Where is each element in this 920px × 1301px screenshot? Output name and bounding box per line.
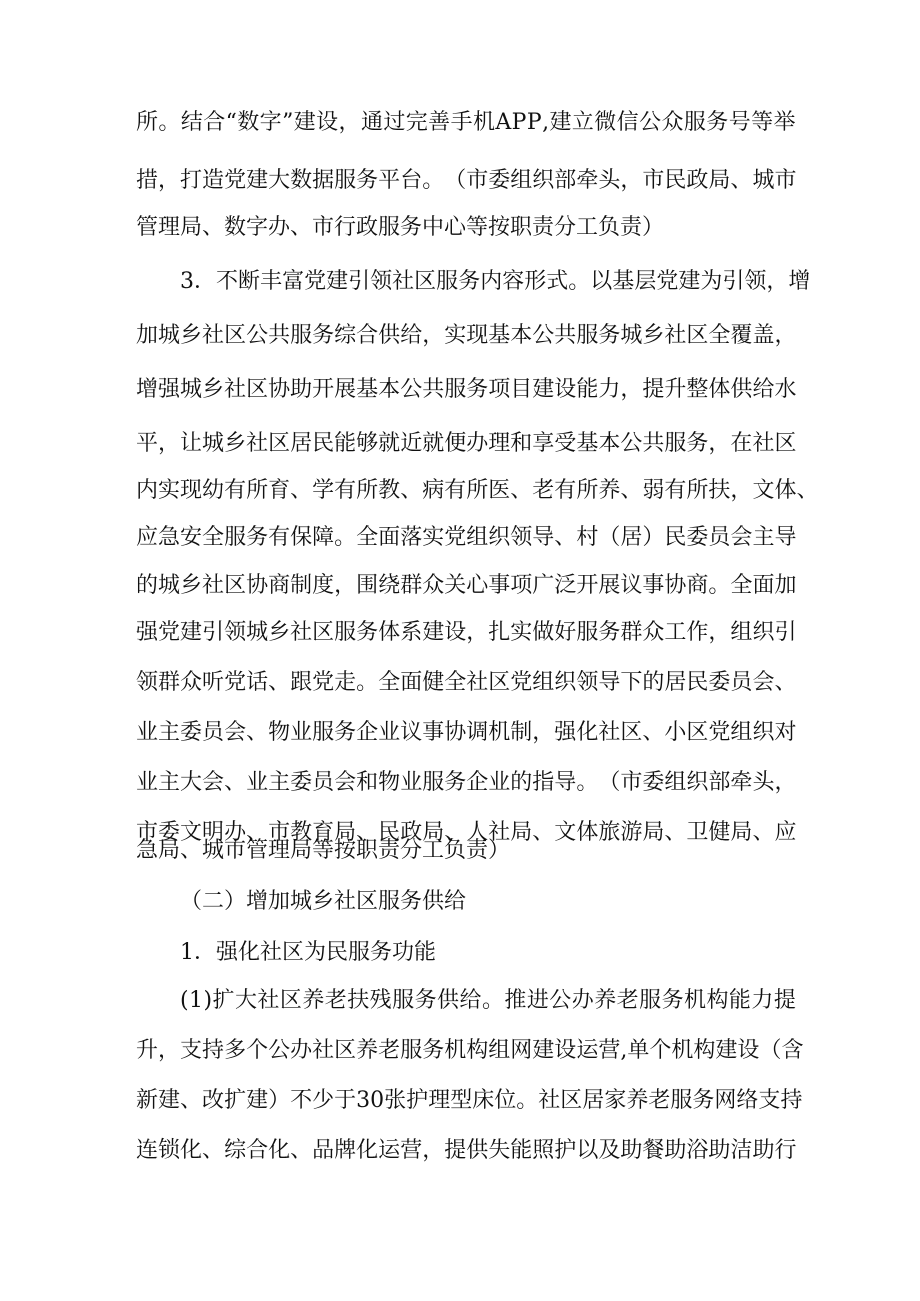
subsection-heading: 1．强化社区为民服务功能 <box>180 940 436 965</box>
text-line: 升 ， 支 持 多 个 公 办 社 区 养 老 服 务 机 构 组 网 建 设 运 营 , 单 个 机 构 建 设 （ 含 <box>136 1038 804 1063</box>
text-line: 业 主 大 会 、 业 主 委 员 会 和 物 业 服 务 企 业 的 指 导 。 （ 市 委 组 织 部 牵 头 ， <box>136 770 797 795</box>
text-line: 平 ， 让 城 乡 社 区 居 民 能 够 就 近 就 便 办 理 和 享 受 基 本 公 共 服 务 ， 在 社 区 <box>136 431 797 456</box>
text-line: 措 ， 打 造 党 建 大 数 据 服 务 平 台 。 （ 市 委 组 织 部 牵 头 ， 市 民 政 局 、 城 市 <box>136 168 797 193</box>
text-line: 所 。 结 合 “ 数 字 ” 建 设 ， 通 过 完 善 手 机 A P P , 建 立 微 信 公 众 服 务 号 等 举 <box>136 110 796 135</box>
text-line: 加 城 乡 社 区 公 共 服 务 综 合 供 给 ， 实 现 基 本 公 共 服 务 城 乡 社 区 全 覆 盖 ， <box>136 323 797 348</box>
text-line: 强 党 建 引 领 城 乡 社 区 服 务 体 系 建 设 ， 扎 实 做 好 服 务 群 众 工 作 ， 组 织 引 <box>136 620 797 645</box>
text-line: 增 强 城 乡 社 区 协 助 开 展 基 本 公 共 服 务 项 目 建 设 能 力 ， 提 升 整 体 供 给 水 <box>136 377 797 402</box>
text-line: 连 锁 化 、 综 合 化 、 品 牌 化 运 营 ， 提 供 失 能 照 护 以 及 助 餐 助 浴 助 洁 助 行 <box>136 1138 797 1163</box>
text-line: 新 建 、 改 扩 建 ） 不 少 于 3 0 张 护 理 型 床 位 。 社 区 居 家 养 老 服 务 网 络 支 持 <box>136 1088 803 1113</box>
section-heading: （二）增加城乡社区服务供给 <box>180 889 467 914</box>
text-line: 急局、城市管理局等按职责分工负责） <box>136 838 511 863</box>
text-line: ( 1 ) 扩 大 社 区 养 老 扶 残 服 务 供 给 。 推 进 公 办 养 老 服 务 机 构 能 力 提 <box>180 988 796 1013</box>
text-line: 的 城 乡 社 区 协 商 制 度 ， 围 绕 群 众 关 心 事 项 广 泛 开 展 议 事 协 商 。 全 面 加 <box>136 573 797 598</box>
text-line: 内 实 现 幼 有 所 育 、 学 有 所 教 、 病 有 所 医 、 老 有 所 养 、 弱 有 所 扶 ， 文 体 、 <box>136 478 819 503</box>
text-line: 领 群 众 听 党 话 、 跟 党 走 。 全 面 健 全 社 区 党 组 织 领 导 下 的 居 民 委 员 会 、 <box>136 670 797 695</box>
text-line: 3 ． 不 断 丰 富 党 建 引 领 社 区 服 务 内 容 形 式 。 以 基 层 党 建 为 引 领 ， 增 <box>180 269 811 294</box>
text-line: 管理局、数字办、市行政服务中心等按职责分工负责） <box>136 215 665 240</box>
text-line: 应 急 安 全 服 务 有 保 障 。 全 面 落 实 党 组 织 领 导 、 村 （ 居 ） 民 委 员 会 主 导 <box>136 525 797 550</box>
text-line: 市 委 文 明 办 、 市 教 育 局 、 民 政 局 、 人 社 局 、 文 体 旅 游 局 、 卫 健 局 、 应 <box>136 820 797 845</box>
text-line: 业 主 委 员 会 、 物 业 服 务 企 业 议 事 协 调 机 制 ， 强 化 社 区 、 小 区 党 组 织 对 <box>136 720 797 745</box>
